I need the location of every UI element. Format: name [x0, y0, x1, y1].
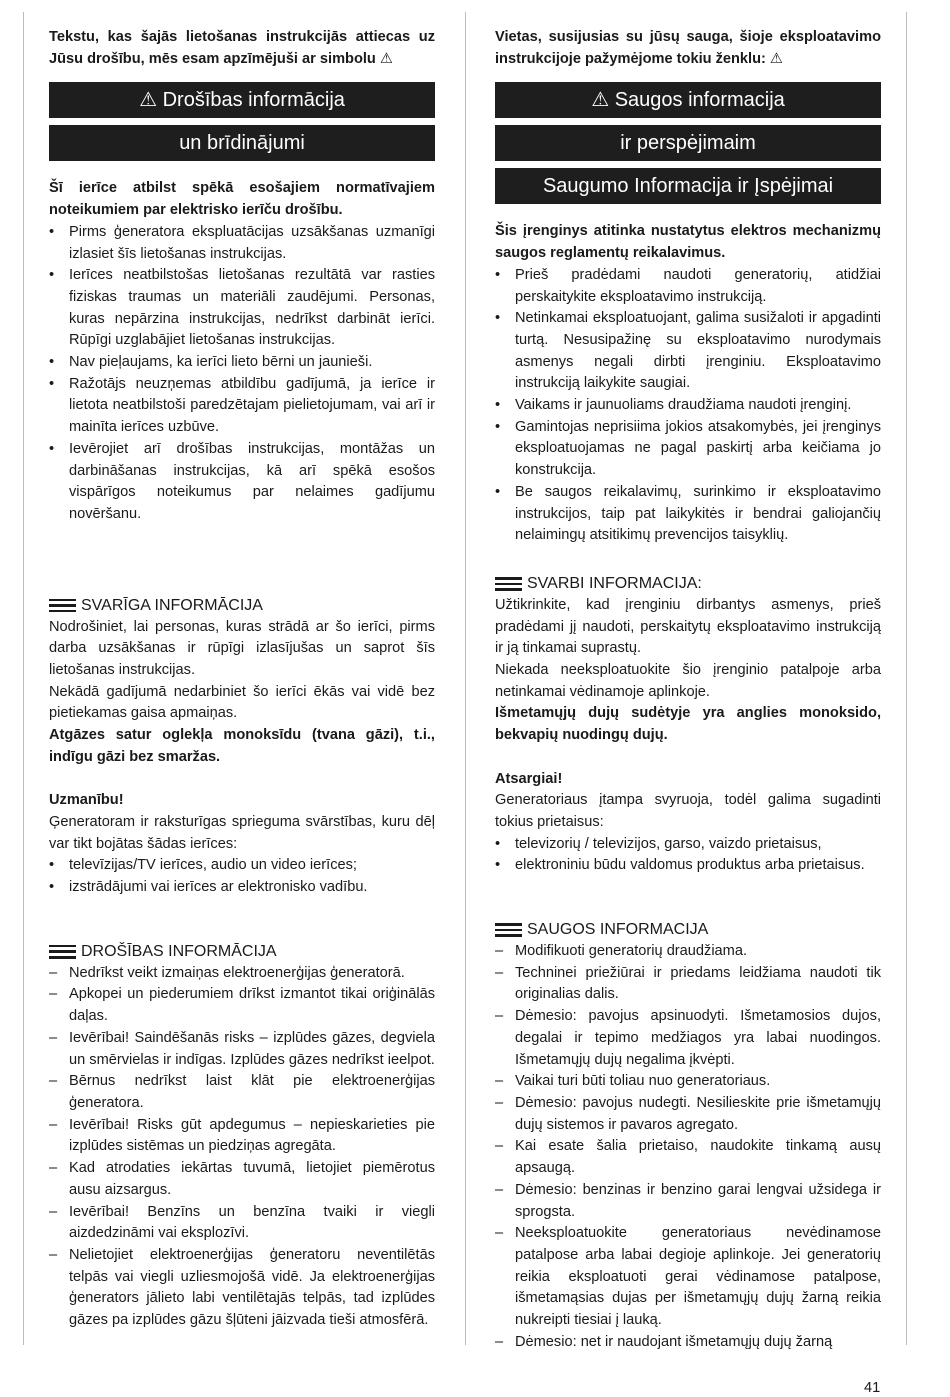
- section-banner: Saugumo Informacija ir Įspėjimai: [495, 168, 881, 204]
- list-item: • Gamintojas neprisiima jokios atsakomybės, jei įrenginys eksploatuojamas ne pagal paskirtį arba keičiama jo konstrukcija.: [495, 418, 881, 479]
- important-heading: SVARBI INFORMACIJA:: [495, 573, 881, 595]
- safety-heading: DROŠĪBAS INFORMĀCIJA: [49, 941, 435, 963]
- left-margin-rule: [23, 12, 24, 1345]
- list-item: – Dėmesio: pavojus apsinuodyti. Išmetamosios dujos, degalai ir tepimo medžiagos yra labai nuodingos. Išmetamųjų dujų negalima įkvėpti.: [495, 1008, 881, 1068]
- list-item: – Vaikai turi būti toliau nuo generatoriaus.: [495, 1073, 771, 1090]
- list-item: – Ievērībai! Risks gūt apdegumus – nepieskarieties pie izplūdes sistēmas un piedziņas agregāta.: [49, 1116, 435, 1155]
- list-item: • Be saugos reikalavimų, surinkimo ir eksploatavimo instrukcijos, taip pat laikykitės ir bendrai galiojančių nelaimingų atsitikimų prevencijos taisyklių.: [495, 483, 881, 544]
- column-divider: [465, 12, 466, 1345]
- right-margin-rule: [906, 12, 907, 1345]
- bullet-list: [49, 855, 435, 898]
- list-item: • Pirms ģeneratora ekspluatācijas uzsākšanas uzmanīgi izlasiet šīs lietošanas instrukcijas.: [49, 223, 435, 262]
- safety-heading: SAUGOS INFORMACIJA: [495, 919, 881, 941]
- paragraph: Nekādā gadījumā nedarbiniet šo ierīci ēkās vai vidē bez pietiekamas gaisa apmaiņas.: [49, 683, 435, 722]
- list-item: – Kai esate šalia prietaiso, naudokite tinkamą ausų apsaugą.: [495, 1138, 881, 1177]
- menu-lines-icon: [495, 923, 522, 937]
- lead-text: Šī ierīce atbilst spēkā esošajiem normatīvajiem noteikumiem par elektrisko ierīču drošību.: [49, 180, 435, 219]
- list-item: • elektroniniu būdu valdomus produktus arba prietaisus.: [495, 857, 865, 874]
- lead-text: Šis įrenginys atitinka nustatytus elektros mechanizmų saugos reglamentų reikalavimus.: [495, 223, 881, 262]
- attention-heading: Atsargiai!: [495, 770, 563, 787]
- list-item: • Ievērojiet arī drošības instrukcijas, montāžas un darbināšanas instrukcijas, kā arī spēkā esošos vispārīgos noteikumus par nelaimes gadījumu novēršanu.: [49, 440, 435, 522]
- list-item: – Nedrīkst veikt izmaiņas elektroenerģijas ģeneratorā.: [49, 964, 405, 981]
- list-item: • izstrādājumi vai ierīces ar elektronisko vadību.: [49, 879, 368, 896]
- left-column: [49, 27, 435, 1332]
- section-banner: ⚠ Saugos informacija: [495, 82, 881, 118]
- paragraph: Ģeneratoram ir raksturīgas sprieguma svārstības, kuru dēļ var tikt bojātas šādas ierīces:: [49, 813, 435, 852]
- warning-text: Atgāzes satur oglekļa monoksīdu (tvana gāzi), t.i., indīgu gāzi bez smaržas.: [49, 727, 435, 765]
- list-item: • Ražotājs neuzņemas atbildību gadījumā, ja ierīce ir lietota neatbilstoši paredzētajam pielietojumam, vai arī ir mainīta ierīces uzbūve.: [49, 375, 435, 436]
- list-item: – Ievērībai! Saindēšanās risks – izplūdes gāzes, degviela un smērvielas ir indīgas. Izplūdes gāzes nedrīkst ieelpot.: [49, 1029, 435, 1068]
- list-item: – Modifikuoti generatorių draudžiama.: [495, 943, 748, 960]
- list-item: • televīzijas/TV ierīces, audio un video ierīces;: [49, 857, 357, 874]
- list-item: • Ierīces neatbilstošas lietošanas rezultātā var rasties fiziskas traumas un materiāli zaudējumi. Personas, kuras nepārzina instrukcijas, nedrīkst darbināt ierīci. Rūpīgi uzglabājiet lietošanas instrukcijas.: [49, 267, 435, 349]
- menu-lines-icon: [49, 945, 76, 959]
- list-item: • Prieš pradėdami naudoti generatorių, atidžiai perskaitykite eksploatavimo instrukciją.: [495, 266, 881, 305]
- paragraph: Generatoriaus įtampa svyruoja, todėl galima sugadinti tokius prietaisus:: [495, 792, 881, 830]
- warning-text: Išmetamųjų dujų sudėtyje yra anglies monoksido, bekvapių nuodingų dujų.: [495, 705, 881, 744]
- list-item: • Vaikams ir jaunuoliams draudžiama naudoti įrenginį.: [495, 397, 852, 414]
- section-banner: ⚠ Drošības informācija: [49, 82, 435, 118]
- dash-list: [495, 941, 881, 1353]
- section-banner: un brīdinājumi: [49, 125, 435, 161]
- bullet-list: [495, 265, 881, 547]
- list-item: • televizorių / televizijos, garso, vaizdo prietaisus,: [495, 835, 822, 852]
- intro-text: Vietas, susijusias su jūsų sauga, šioje eksploatavimo instrukcijoje pažymėjome tokiu ženklu: ⚠: [495, 29, 881, 67]
- list-item: – Kad atrodaties iekārtas tuvumā, lietojiet piemērotus ausu aizsargus.: [49, 1160, 435, 1198]
- list-item: • Nav pieļaujams, ka ierīci lieto bērni un jaunieši.: [49, 354, 373, 371]
- important-heading: SVARĪGA INFORMĀCIJA: [49, 595, 435, 617]
- list-item: – Bērnus nedrīkst laist klāt pie elektroenerģijas ģeneratora.: [49, 1073, 435, 1111]
- list-item: – Nelietojiet elektroenerģijas ģeneratoru neventilētās telpās vai viegli uzliesmojošā vidē. Ja elektroenerģijas ģenerators jālieto labi ventilētajās telpās, tad izplūdes gāzes pa izplūdes gāzu šļūteni jāizvada tieši atmosfērā.: [49, 1246, 435, 1329]
- right-column: [495, 27, 881, 1353]
- list-item: – Techninei priežiūrai ir priedams leidžiama naudoti tik originalias dalis.: [495, 964, 881, 1003]
- list-item: – Ievērībai! Benzīns un benzīna tvaiki ir viegli aizdedzināmi vai eksplozīvi.: [49, 1203, 435, 1242]
- list-item: – Dėmesio: benzinas ir benzino garai lengvai užsidega ir sprogsta.: [495, 1181, 881, 1220]
- list-item: – Dėmesio: pavojus nudegti. Nesilieskite prie išmetamųjų dujų sistemos ir pavaros agregato.: [495, 1095, 881, 1133]
- list-item: – Neeksploatuokite generatoriaus nevėdinamose patalpose arba labai degioje aplinkoje. Jei generatorių reikia eksploatuoti gerai vėdinamose patalpose, išmetamąsias dujas per išmetamųjų dujų žarną reikia nukreipti tiesiai į lauką.: [495, 1225, 881, 1329]
- dash-list: [49, 963, 435, 1332]
- menu-lines-icon: [495, 577, 522, 591]
- page-number: 41: [864, 1380, 881, 1396]
- list-item: – Dėmesio: net ir naudojant išmetamųjų dujų žarną: [495, 1333, 833, 1350]
- list-item: – Apkopei un piederumiem drīkst izmantot tikai oriģinālās daļas.: [49, 986, 435, 1025]
- paragraph: Užtikrinkite, kad įrenginiu dirbantys asmenys, prieš pradėdami jį naudoti, perskaitytų eksploatavimo instrukciją ir ją tinkamai suprastų.: [495, 596, 881, 657]
- paragraph: Nodrošiniet, lai personas, kuras strādā ar šo ierīci, pirms darba uzsākšanas ir rūpīgi izlasījušas un saprot šīs lietošanas instrukcijas.: [49, 618, 435, 679]
- bullet-list: [495, 834, 881, 877]
- section-banner: ir perspėjimaim: [495, 125, 881, 161]
- list-item: • Netinkamai eksploatuojant, galima susižaloti ir apgadinti turtą. Nesusipažinę su eksploatavimo nurodymais asmenys negali dirbti įrenginiu. Eksploatavimo instrukciją laikykite saugiai.: [495, 310, 881, 392]
- attention-heading: Uzmanību!: [49, 792, 124, 809]
- menu-lines-icon: [49, 599, 76, 613]
- intro-text: Tekstu, kas šajās lietošanas instrukcijās attiecas uz Jūsu drošību, mēs esam apzīmējuši ar simbolu ⚠: [49, 29, 435, 67]
- bullet-list: [49, 222, 435, 526]
- paragraph: Niekada neeksploatuokite šio įrenginio patalpoje arba netinkamai vėdinamoje aplinkoje.: [495, 662, 881, 700]
